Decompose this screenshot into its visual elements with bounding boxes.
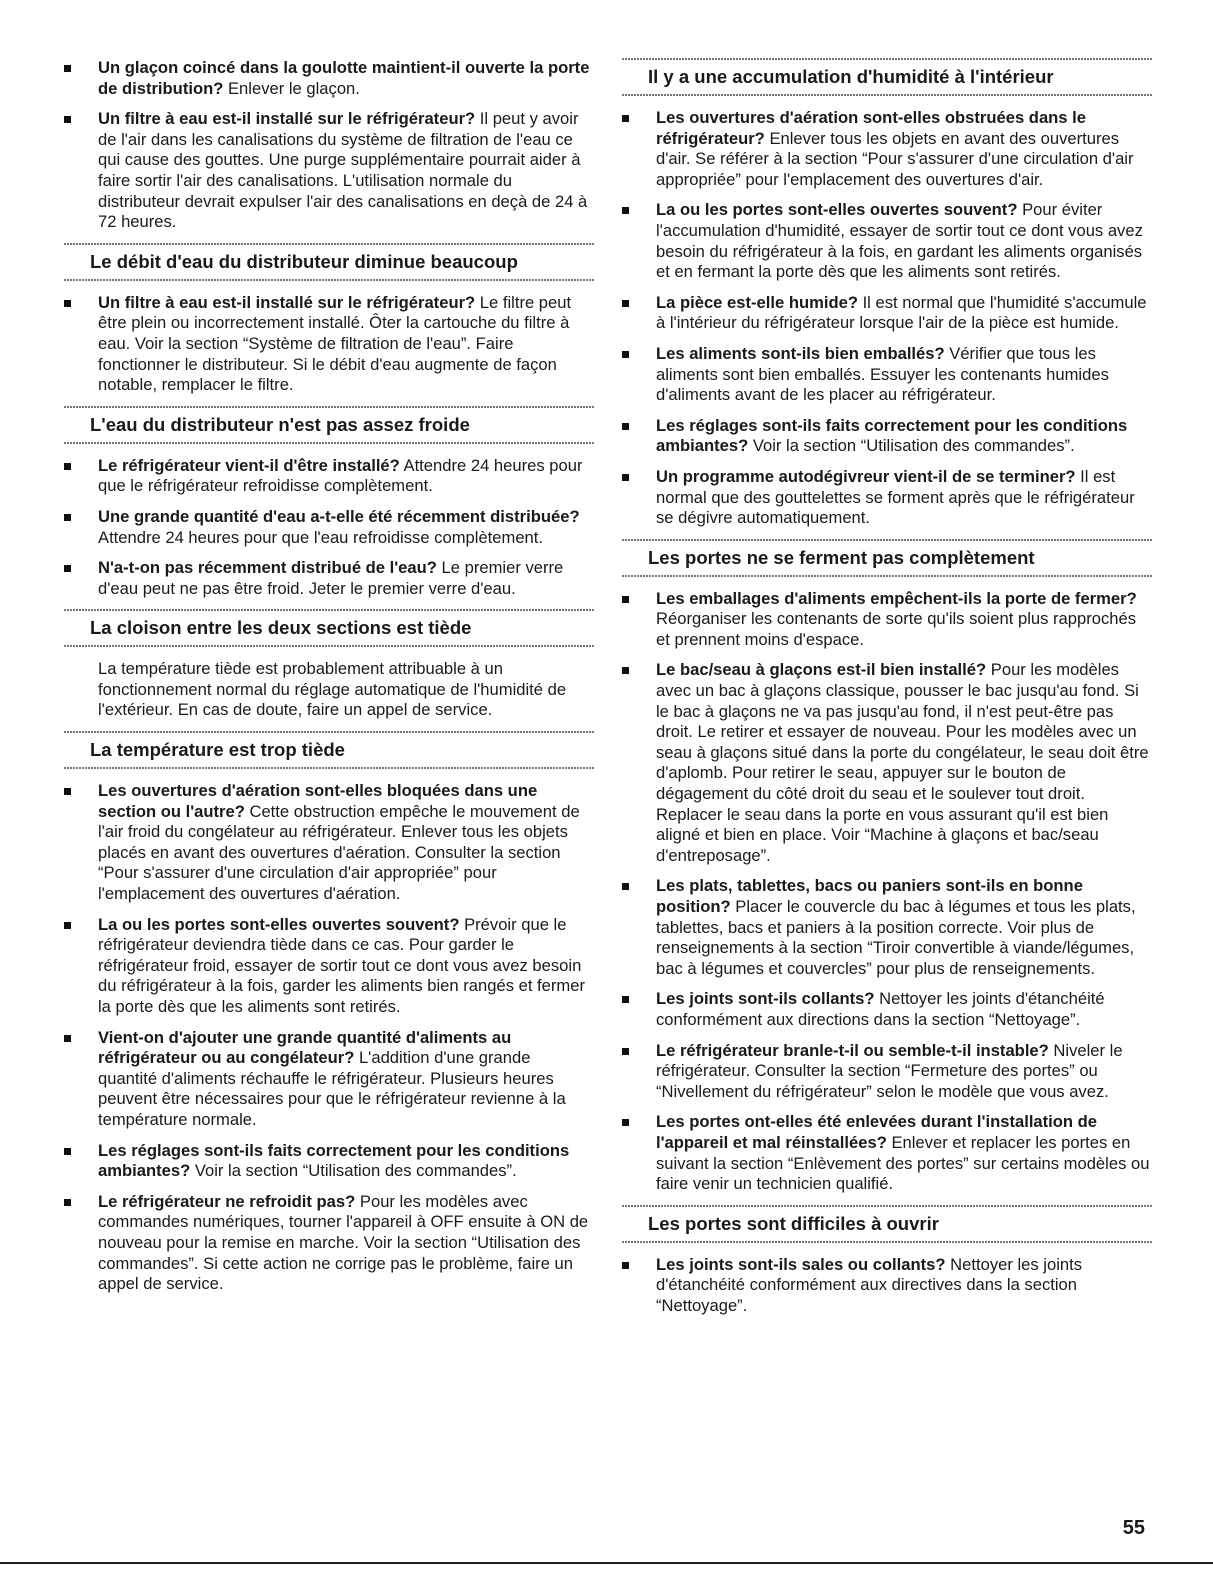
- question: Les ouvertures d'aération sont-elles bloquées dans une section ou l'autre?: [98, 781, 538, 821]
- list-item: [622, 293, 1152, 334]
- list-item: [622, 416, 1152, 457]
- answer: Pour les modèles avec un bac à glaçons classique, pousser le bac jusqu'au fond. Si le bac à glaçons ne va pas jusqu'au fond, il n'est peut-être pas droit. Le retirer et essayer de nouveau. Pour les modèles avec un seau à glaçons situé dans la porte du congélateur, le seau doit être d'aplomb. Pour retirer le seau, appuyer sur le bouton de dégagement du côté droit du seau et le soulever tout droit. Replacer le seau dans la porte en vous assurant qu'il est bien aligné et bien en place. Voir “Machine à glaçons et bac/seau d'entreposage”.: [656, 660, 1149, 865]
- answer: Enlever le glaçon.: [223, 78, 360, 98]
- list-item: [64, 781, 594, 905]
- question: Vient-on d'ajouter une grande quantité d'aliments au réfrigérateur ou au congélateur?: [98, 1027, 512, 1068]
- question: Les réglages sont-ils faits correctement pour les conditions ambiantes?: [656, 415, 1128, 456]
- answer: Cette obstruction empêche le mouvement de l'air froid du congélateur au réfrigérateur. Enlever tous les objets placés en avant des ouvertures d'aération. Consulter la section “Pour s'assurer d'une circulation d'air appropriée” pour l'emplacement des ouvertures d'aération.: [98, 801, 580, 904]
- list-item: [622, 876, 1152, 979]
- list-item: [622, 660, 1152, 866]
- question: Les joints sont-ils sales ou collants?: [656, 1254, 946, 1274]
- question: La pièce est-elle humide?: [656, 292, 858, 312]
- list-item: [64, 109, 594, 233]
- list-item: [622, 1041, 1152, 1103]
- bullet-icon: [622, 423, 629, 430]
- bullet-icon: [622, 115, 629, 122]
- answer: Prévoir que le réfrigérateur deviendra tiède dans ce cas. Pour garder le réfrigérateur froid, essayer de sortir tout ce dont vous avez besoin du réfrigérateur à la fois, garder les aliments bien rangés et fermer la porte dès que les aliments sont retirés.: [98, 914, 585, 1016]
- bullet-icon: [622, 996, 629, 1003]
- answer: Il est normal que des gouttelettes se forment après que le réfrigérateur se dégivre automatiquement.: [656, 466, 1135, 528]
- list-item: [64, 558, 594, 599]
- section: [64, 406, 594, 444]
- list-item: [64, 58, 594, 99]
- answer: Placer le couvercle du bac à légumes et tous les plats, tablettes, bacs et paniers à la position correcte. Voir plus de renseignements à la section “Tiroir convertible à viande/légumes, bac à légumes et couvercles” pour plus de renseignements.: [656, 897, 1136, 978]
- footer-rule: [0, 1562, 1213, 1564]
- question: Les ouvertures d'aération sont-elles obstruées dans le réfrigérateur?: [656, 108, 1086, 148]
- answer: Pour les modèles avec commandes numériques, tourner l'appareil à OFF ensuite à ON de nouveau pour la remise en marche. Voir la section “Utilisation des commandes”. Si cette action ne corrige pas le problème, faire un appel de service.: [98, 1191, 589, 1294]
- bullet-icon: [622, 1262, 629, 1269]
- section-title: Il y a une accumulation d'humidité à l'intérieur: [622, 58, 1152, 96]
- bullet-icon: [622, 474, 629, 481]
- answer: Enlever tous les objets en avant des ouvertures d'air. Se référer à la section “Pour s'assurer d'une circulation d'air appropriée” pour l'emplacement des ouvertures d'air.: [656, 128, 1134, 189]
- bullet-icon: [622, 351, 629, 358]
- section-title: La température est trop tiède: [64, 731, 594, 769]
- answer: Enlever et replacer les portes en suivant la section “Enlèvement des portes” sur certains modèles ou faire venir un technicien qualifié.: [656, 1132, 1150, 1194]
- question: Le réfrigérateur ne refroidit pas?: [98, 1191, 356, 1211]
- question: Les plats, tablettes, bacs ou paniers sont-ils en bonne position?: [656, 876, 1083, 916]
- question: Les joints sont-ils collants?: [656, 989, 875, 1009]
- list-item: [622, 108, 1152, 190]
- bullet-icon: [64, 300, 71, 307]
- bullet-icon: [622, 1119, 629, 1126]
- list-item: [64, 507, 594, 548]
- section-title: Les portes sont difficiles à ouvrir: [622, 1205, 1152, 1243]
- question: Les emballages d'aliments empêchent-ils la porte de fermer?: [656, 588, 1137, 608]
- answer: Vérifier que tous les aliments sont bien emballés. Essuyer les contenants humides d'aliments avant de les placer au réfrigérateur.: [656, 343, 1109, 405]
- section-title: Le débit d'eau du distributeur diminue beaucoup: [64, 243, 594, 281]
- page-number: 55: [1122, 1517, 1145, 1539]
- list-item: [622, 989, 1152, 1030]
- question: Le réfrigérateur branle-t-il ou semble-t-il instable?: [656, 1040, 1049, 1060]
- answer: Réorganiser les contenants de sorte qu'ils soient plus rapprochés et prennent moins d'espace.: [656, 609, 1137, 649]
- bullet-icon: [64, 65, 71, 72]
- list-item: [64, 1028, 594, 1131]
- question: Un filtre à eau est-il installé sur le réfrigérateur?: [98, 292, 476, 312]
- list-item: [64, 915, 594, 1018]
- left-column: [64, 58, 594, 1305]
- list-item: [622, 467, 1152, 529]
- question: Les portes ont-elles été enlevées durant l'installation de l'appareil et mal réinstallées?: [656, 1112, 1098, 1152]
- bullet-icon: [64, 788, 71, 795]
- bullet-icon: [64, 1148, 71, 1155]
- answer: Voir la section “Utilisation des commandes”.: [748, 436, 1075, 456]
- answer: Niveler le réfrigérateur. Consulter la section “Fermeture des portes” ou “Nivellement du réfrigérateur” selon le modèle que vous avez.: [656, 1040, 1123, 1101]
- answer: L'addition d'une grande quantité d'aliments réchauffe le réfrigérateur. Plusieurs heures peuvent être nécessaires pour que le réfrigérateur revienne à la température normale.: [98, 1048, 566, 1129]
- answer: Il peut y avoir de l'air dans les canalisations du système de filtration de l'eau ce qui cause des gouttes. Une purge supplémentaire pourrait aider à faire sortir l'air des canalisations. L'utilisation normale du distributeur devrait expulser l'air des canalisations en deçà de 24 à 72 heures.: [98, 109, 588, 232]
- list-item: [64, 293, 594, 396]
- list-item: [622, 1255, 1152, 1317]
- question: Les aliments sont-ils bien emballés?: [656, 343, 945, 363]
- paragraph: La température tiède est probablement attribuable à un fonctionnement normal du réglage automatique de l'humidité de l'extérieur. En cas de doute, faire un appel de service.: [98, 659, 567, 720]
- section: [622, 539, 1152, 577]
- answer: Voir la section “Utilisation des commandes”.: [190, 1161, 517, 1181]
- bullet-icon: [64, 514, 71, 521]
- bullet-icon: [64, 463, 71, 470]
- list-item: [64, 1192, 594, 1295]
- bullet-icon: [622, 1048, 629, 1055]
- bullet-icon: [64, 922, 71, 929]
- answer: Nettoyer les joints d'étanchéité conformément aux directives dans la section “Nettoyage”.: [656, 1254, 1083, 1315]
- list-item: [622, 344, 1152, 406]
- question: La ou les portes sont-elles ouvertes souvent?: [656, 200, 1018, 220]
- list-item: [622, 589, 1152, 651]
- answer: Nettoyer les joints d'étanchéité conformément aux directions dans la section “Nettoyage”.: [656, 989, 1105, 1029]
- bullet-icon: [622, 883, 629, 890]
- list-item: [622, 1112, 1152, 1194]
- section: [622, 58, 1152, 96]
- question: Un filtre à eau est-il installé sur le réfrigérateur?: [98, 109, 476, 129]
- section-title: La cloison entre les deux sections est tiède: [64, 609, 594, 647]
- question: La ou les portes sont-elles ouvertes souvent?: [98, 914, 460, 934]
- right-column: [622, 58, 1152, 1327]
- section: [622, 1205, 1152, 1243]
- section: [64, 243, 594, 281]
- list-item: [64, 456, 594, 497]
- bullet-icon: [64, 565, 71, 572]
- question: Un programme autodégivreur vient-il de se terminer?: [656, 466, 1076, 486]
- bullet-icon: [622, 300, 629, 307]
- section: [64, 731, 594, 769]
- question: Une grande quantité d'eau a-t-elle été récemment distribuée?: [98, 506, 580, 526]
- bullet-icon: [64, 1199, 71, 1206]
- answer: Pour éviter l'accumulation d'humidité, essayer de sortir tout ce dont vous avez besoin du réfrigérateur à la fois, en gardant les aliments organisés et en fermant la porte dès que les aliments sont retirés.: [656, 200, 1143, 282]
- answer: Il est normal que l'humidité s'accumule à l'intérieur du réfrigérateur lorsque l'air de la pièce est humide.: [656, 292, 1147, 333]
- question: Le bac/seau à glaçons est-il bien installé?: [656, 660, 987, 680]
- bullet-icon: [64, 116, 71, 123]
- answer: Attendre 24 heures pour que le réfrigérateur refroidisse complètement.: [98, 455, 583, 496]
- bullet-icon: [64, 1035, 71, 1042]
- bullet-icon: [622, 667, 629, 674]
- question: Un glaçon coincé dans la goulotte maintient-il ouverte la porte de distribution?: [98, 58, 590, 98]
- section-title: Les portes ne se ferment pas complètement: [622, 539, 1152, 577]
- answer: Le premier verre d'eau peut ne pas être froid. Jeter le premier verre d'eau.: [98, 558, 564, 598]
- section-title: L'eau du distributeur n'est pas assez froide: [64, 406, 594, 444]
- question: Le réfrigérateur vient-il d'être installé?: [98, 455, 400, 475]
- question: Les réglages sont-ils faits correctement pour les conditions ambiantes?: [98, 1140, 570, 1181]
- bullet-icon: [622, 596, 629, 603]
- list-item: [64, 1141, 594, 1182]
- section: [64, 609, 594, 647]
- question: N'a-t-on pas récemment distribué de l'eau?: [98, 558, 437, 578]
- bullet-icon: [622, 207, 629, 214]
- answer: Le filtre peut être plein ou incorrectement installé. Ôter la cartouche du filtre à eau. Voir la section “Système de filtration de l'eau”. Faire fonctionner le distributeur. Si le débit d'eau augmente de façon notable, remplacer le filtre.: [98, 292, 572, 395]
- answer: Attendre 24 heures pour que l'eau refroidisse complètement.: [98, 527, 544, 547]
- list-item: [622, 200, 1152, 282]
